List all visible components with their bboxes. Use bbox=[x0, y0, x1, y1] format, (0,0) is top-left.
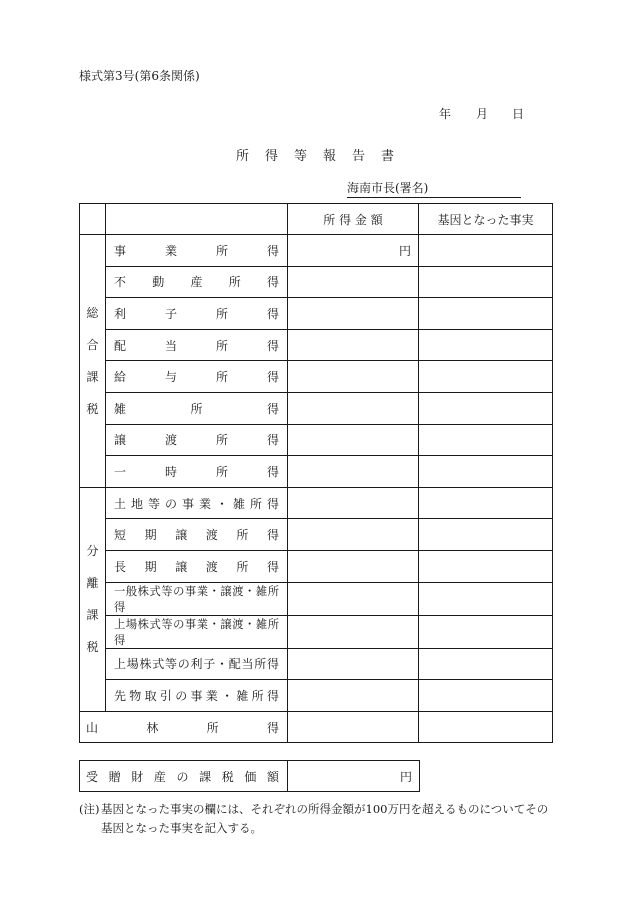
table-row bbox=[80, 761, 420, 792]
income-label: 上場株式等の利子・配当所得 bbox=[114, 657, 279, 672]
amount-field[interactable] bbox=[288, 615, 419, 648]
gift-tax-table bbox=[79, 760, 420, 792]
header-amount: 所 得 金 額 bbox=[288, 204, 419, 235]
reason-field[interactable] bbox=[419, 680, 553, 712]
table-row bbox=[80, 361, 553, 393]
table-row bbox=[80, 424, 553, 456]
table-row bbox=[80, 519, 553, 551]
amount-field[interactable] bbox=[288, 456, 419, 488]
income-label-cell bbox=[106, 266, 288, 298]
income-label: 上場株式等の事業・譲渡・雑所得 bbox=[114, 617, 279, 647]
amount-field[interactable] bbox=[288, 550, 419, 582]
group-char: 課 bbox=[86, 608, 99, 623]
table-row bbox=[80, 711, 553, 743]
table-row bbox=[80, 329, 553, 361]
table-row bbox=[80, 392, 553, 424]
income-label-cell bbox=[106, 235, 288, 267]
income-label: 長期譲渡所得 bbox=[114, 559, 279, 574]
group-char: 合 bbox=[86, 337, 99, 352]
income-label: 一時所得 bbox=[114, 464, 279, 479]
footnote bbox=[79, 800, 559, 838]
table-row bbox=[80, 456, 553, 488]
reason-field[interactable] bbox=[419, 424, 553, 456]
reason-field[interactable] bbox=[419, 711, 553, 743]
group-label-separate bbox=[80, 487, 106, 711]
amount-field[interactable] bbox=[288, 582, 419, 615]
income-label: 不動産所得 bbox=[114, 275, 279, 290]
amount-field[interactable] bbox=[288, 298, 419, 330]
reason-field[interactable] bbox=[419, 361, 553, 393]
reason-field[interactable] bbox=[419, 266, 553, 298]
income-report-table bbox=[79, 203, 553, 743]
group-char: 課 bbox=[86, 369, 99, 384]
amount-field[interactable] bbox=[288, 680, 419, 712]
reason-field[interactable] bbox=[419, 615, 553, 648]
date-line bbox=[439, 105, 524, 122]
income-label-cell bbox=[106, 424, 288, 456]
group-char: 分 bbox=[86, 544, 99, 559]
income-label-cell bbox=[106, 487, 288, 519]
reason-field[interactable] bbox=[419, 550, 553, 582]
income-label: 短期譲渡所得 bbox=[114, 528, 279, 543]
forestry-label-cell bbox=[80, 711, 288, 743]
reason-field[interactable] bbox=[419, 392, 553, 424]
forestry-label: 山林所得 bbox=[86, 720, 279, 735]
income-label: 一般株式等の事業・譲渡・雑所得 bbox=[114, 584, 279, 614]
amount-field[interactable] bbox=[288, 361, 419, 393]
gift-label: 受贈財産の課税価額 bbox=[86, 769, 279, 784]
table-row bbox=[80, 487, 553, 519]
income-label: 利子所得 bbox=[114, 306, 279, 321]
income-label-cell bbox=[106, 680, 288, 712]
header-blank-cell bbox=[106, 204, 288, 235]
reason-field[interactable] bbox=[419, 298, 553, 330]
amount-field[interactable] bbox=[288, 648, 419, 680]
group-char: 税 bbox=[86, 401, 99, 416]
document-title: 所得等報告書 bbox=[235, 149, 410, 164]
income-label-cell bbox=[106, 456, 288, 488]
group-label-comprehensive bbox=[80, 235, 106, 488]
income-label-cell bbox=[106, 329, 288, 361]
reason-field[interactable] bbox=[419, 487, 553, 519]
income-label-cell bbox=[106, 582, 288, 615]
amount-field[interactable] bbox=[288, 392, 419, 424]
amount-field[interactable]: 円 bbox=[288, 235, 419, 267]
group-char: 総 bbox=[86, 305, 99, 320]
form-number: 様式第3号(第6条関係) bbox=[79, 69, 200, 83]
amount-field[interactable] bbox=[288, 711, 419, 743]
group-char: 税 bbox=[86, 640, 99, 655]
income-label: 雑所得 bbox=[114, 401, 279, 416]
table-row bbox=[80, 266, 553, 298]
income-label: 先物取引の事業・雑所得 bbox=[114, 688, 279, 703]
income-label: 事業所得 bbox=[114, 243, 279, 258]
table-header-row bbox=[80, 204, 553, 235]
income-label-cell bbox=[106, 615, 288, 648]
income-label: 配当所得 bbox=[114, 338, 279, 353]
amount-field[interactable] bbox=[288, 424, 419, 456]
date-day-label: 日 bbox=[512, 107, 525, 121]
date-month-label: 月 bbox=[476, 107, 489, 121]
header-reason: 基因となった事実 bbox=[419, 204, 553, 235]
date-year-label: 年 bbox=[439, 107, 452, 121]
income-label: 譲渡所得 bbox=[114, 433, 279, 448]
table-row bbox=[80, 680, 553, 712]
amount-field[interactable] bbox=[288, 519, 419, 551]
table-row bbox=[80, 582, 553, 615]
income-label-cell bbox=[106, 519, 288, 551]
reason-field[interactable] bbox=[419, 582, 553, 615]
addressee-signature-line[interactable]: 海南市長(署名) bbox=[347, 179, 521, 198]
income-label-cell bbox=[106, 550, 288, 582]
income-label-cell bbox=[106, 298, 288, 330]
reason-field[interactable] bbox=[419, 456, 553, 488]
gift-amount-field[interactable]: 円 bbox=[288, 761, 420, 792]
amount-field[interactable] bbox=[288, 487, 419, 519]
reason-field[interactable] bbox=[419, 519, 553, 551]
table-row bbox=[80, 615, 553, 648]
table-row bbox=[80, 550, 553, 582]
income-label-cell bbox=[106, 392, 288, 424]
reason-field[interactable] bbox=[419, 329, 553, 361]
income-label-cell bbox=[106, 648, 288, 680]
amount-field[interactable] bbox=[288, 266, 419, 298]
income-label-cell bbox=[106, 361, 288, 393]
header-blank-cell bbox=[80, 204, 106, 235]
footnote-mark: (注) bbox=[79, 802, 100, 816]
amount-field[interactable] bbox=[288, 329, 419, 361]
table-row bbox=[80, 648, 553, 680]
table-row bbox=[80, 298, 553, 330]
gift-label-cell bbox=[80, 761, 288, 792]
income-label: 給与所得 bbox=[114, 370, 279, 385]
footnote-text: 基因となった事実の欄には、それぞれの所得金額が100万円を超えるものについてその基因となった事実を記入する。 bbox=[101, 802, 549, 835]
reason-field[interactable] bbox=[419, 648, 553, 680]
reason-field[interactable] bbox=[419, 235, 553, 267]
group-char: 離 bbox=[86, 576, 99, 591]
income-label: 土地等の事業・雑所得 bbox=[114, 496, 279, 511]
table-row bbox=[80, 235, 553, 267]
